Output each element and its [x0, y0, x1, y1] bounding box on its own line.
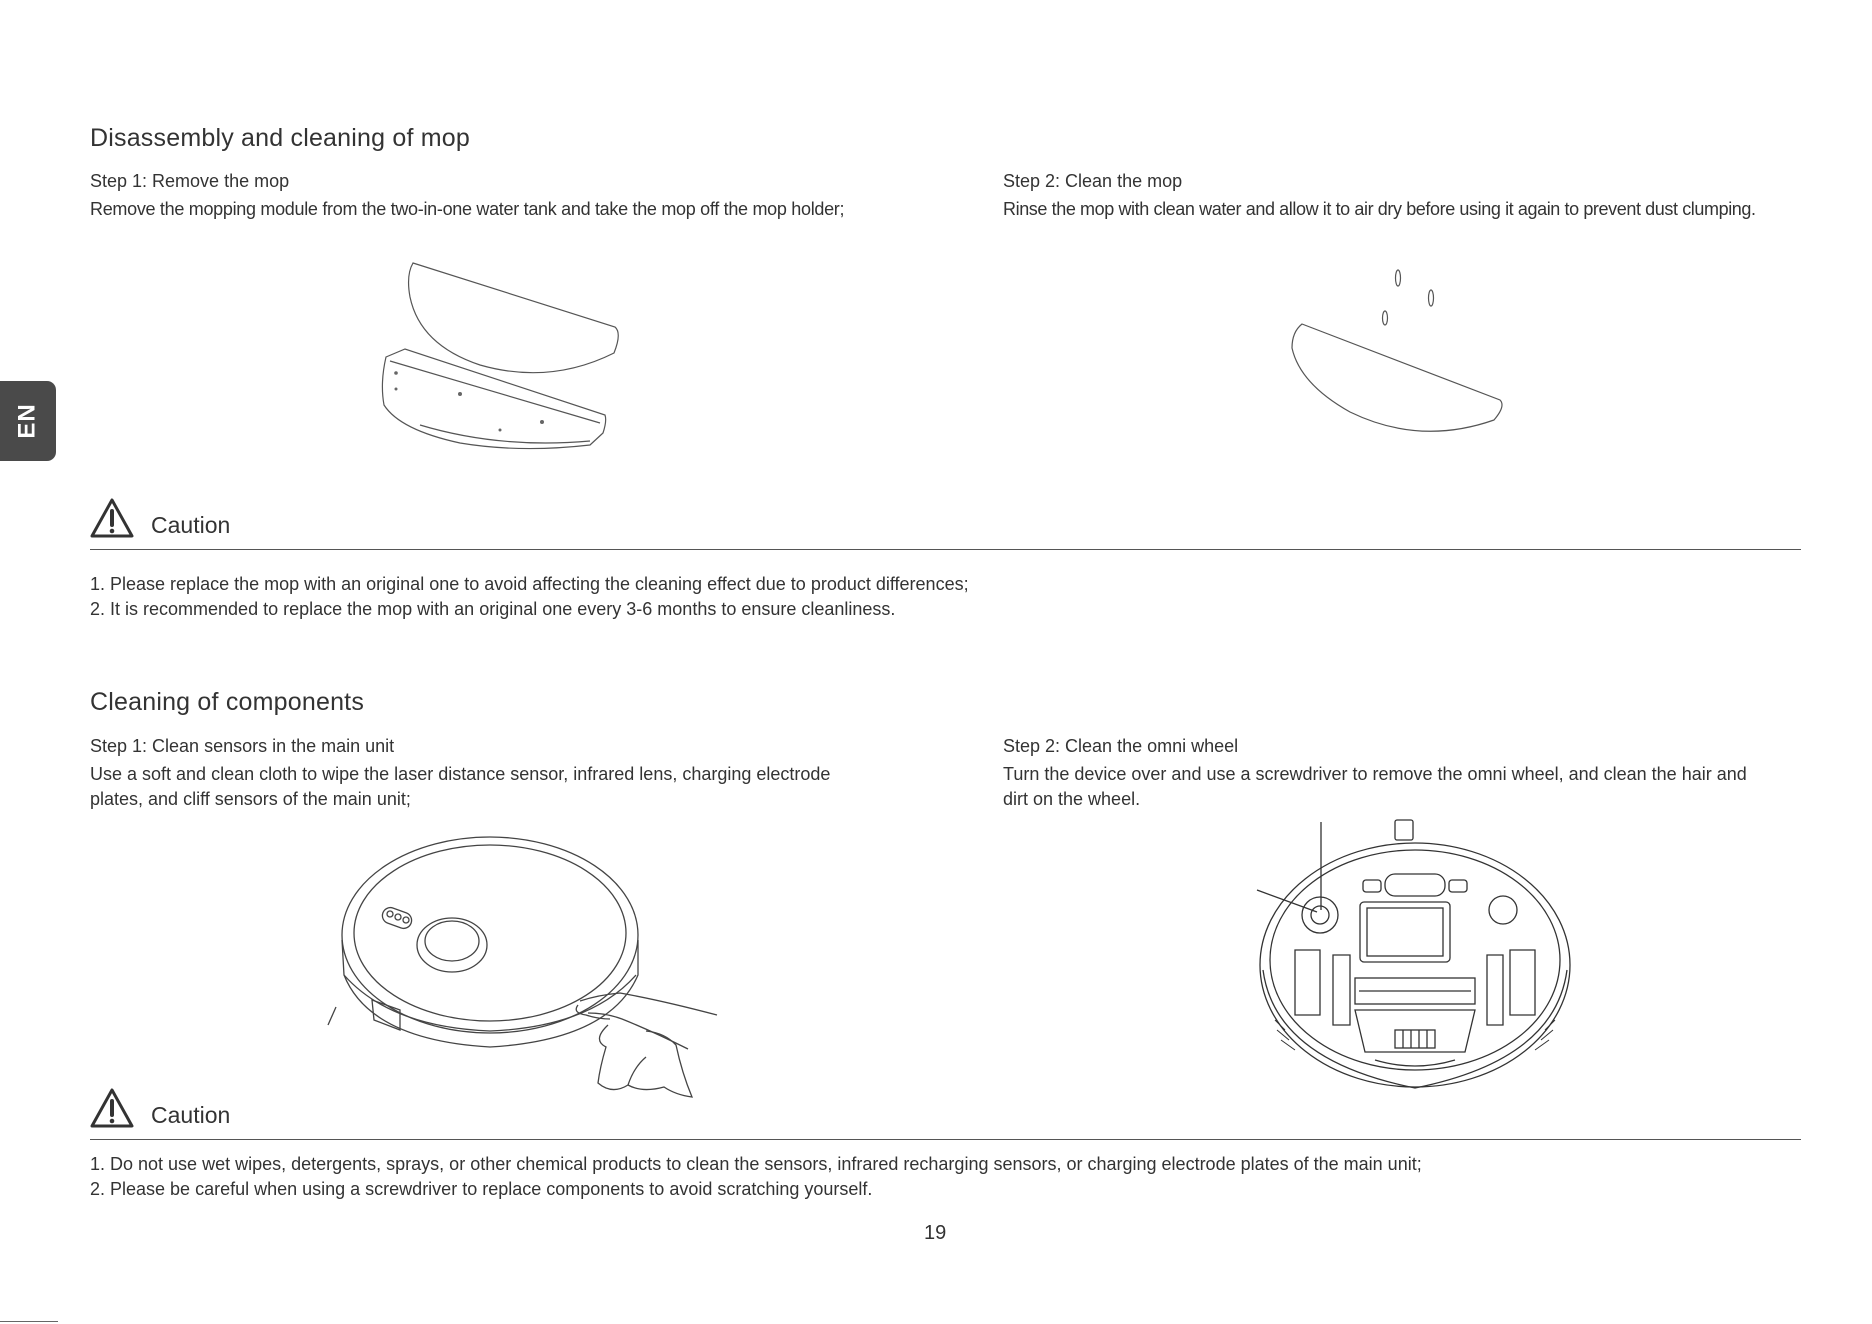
section-title-components: Cleaning of components: [90, 688, 365, 716]
step1-title-clean-sensors: Step 1: Clean sensors in the main unit: [90, 736, 395, 756]
caution-item: 2. It is recommended to replace the mop with an original one every 3-6 months to ensure cleanliness.: [90, 599, 896, 619]
step2-text-clean-mop: Rinse the mop with clean water and allow it to air dry before using it again to prevent dust clumping.: [1003, 199, 1756, 219]
caution-item: 2. Please be careful when using a screwdriver to replace components to avoid scratching yourself.: [90, 1179, 873, 1199]
step1-text-line: Use a soft and clean cloth to wipe the laser distance sensor, infrared lens, charging electrode: [90, 764, 831, 784]
caution-item: 1. Please replace the mop with an original one to avoid affecting the cleaning effect due to product differences;: [90, 574, 969, 594]
footer-line: [0, 1321, 58, 1322]
mop-removal-illustration: [360, 255, 630, 455]
robot-underside-illustration: [1255, 820, 1575, 1105]
divider: [90, 1139, 1801, 1140]
language-tab-label: EN: [14, 403, 41, 439]
mop-rinse-illustration: [1270, 260, 1510, 450]
step2-text-line: Turn the device over and use a screwdriver to remove the omni wheel, and clean the hair and: [1003, 764, 1747, 784]
section-title-mop: Disassembly and cleaning of mop: [90, 124, 471, 152]
caution-label: Caution: [151, 1102, 231, 1128]
step2-text-line: dirt on the wheel.: [1003, 789, 1141, 809]
warning-triangle-icon: [89, 497, 135, 539]
warning-triangle-icon: [89, 1087, 135, 1129]
step1-title-remove-mop: Step 1: Remove the mop: [90, 171, 290, 191]
divider: [90, 549, 1801, 550]
language-tab: [0, 381, 56, 461]
step2-title-clean-omni-wheel: Step 2: Clean the omni wheel: [1003, 736, 1239, 756]
step2-title-clean-mop: Step 2: Clean the mop: [1003, 171, 1183, 191]
caution-item: 1. Do not use wet wipes, detergents, sprays, or other chemical products to clean the sensors, infrared recharging sensors, or charging electrode plates of the main unit;: [90, 1154, 1422, 1174]
robot-wipe-illustration: [330, 835, 730, 1105]
step1-text-line: plates, and cliff sensors of the main unit;: [90, 789, 411, 809]
page-number: 19: [924, 1222, 947, 1244]
step1-text-remove-mop: Remove the mopping module from the two-in-one water tank and take the mop off the mop holder;: [90, 199, 845, 219]
caution-label: Caution: [151, 512, 231, 538]
